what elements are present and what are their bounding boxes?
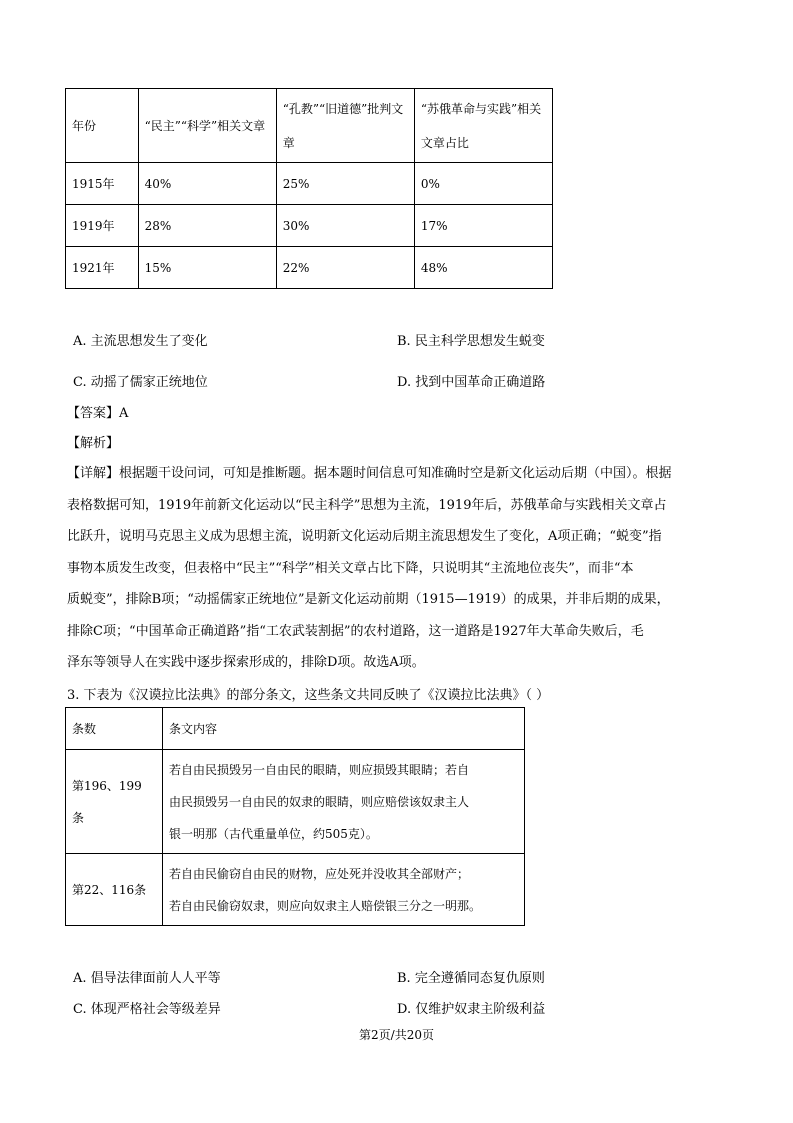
table-cell: 25% <box>276 163 414 205</box>
table-row <box>66 247 553 289</box>
option-b[interactable]: B. 完全遵循同态复仇原则 <box>397 971 545 986</box>
analysis-label: 【解析】 <box>67 436 120 451</box>
table-row <box>66 854 525 926</box>
question-stem: 3. 下表为《汉谟拉比法典》的部分条文，这些条文共同反映了《汉谟拉比法典》（ ） <box>67 688 550 703</box>
table-cell: 17% <box>414 205 552 247</box>
table-cell: 0% <box>414 163 552 205</box>
option-c[interactable]: C. 动摇了儒家正统地位 <box>73 375 208 390</box>
table-header-cell: 年份 <box>66 89 139 163</box>
detail-line: 泽东等领导人在实践中逐步探索形成的，排除D项。故选A项。 <box>67 655 425 670</box>
detail-line: 排除C项；“中国革命正确道路”指“工农武装割据”的农村道路，这一道路是1927年大革命失败后，毛 <box>67 624 644 639</box>
table-header-cell: “苏俄革命与实践”相关文章占比 <box>414 89 552 163</box>
option-d[interactable]: D. 仅维护奴隶主阶级利益 <box>397 1002 546 1017</box>
detail-line: 【详解】根据题干设问词，可知是推断题。据本题时间信息可知准确时空是新文化运动后期（中国）。根据 <box>67 466 672 481</box>
table-cell: 第22、116条 <box>66 854 163 926</box>
table-header-cell: “民主”“科学”相关文章 <box>138 89 276 163</box>
option-c[interactable]: C. 体现严格社会等级差异 <box>73 1002 221 1017</box>
table-row <box>66 750 525 854</box>
table-cell: 1915年 <box>66 163 139 205</box>
table-header-row <box>66 708 525 750</box>
page-number: 第2页/共20页 <box>359 1028 434 1042</box>
table-row <box>66 205 553 247</box>
table-header-cell: 条文内容 <box>163 708 525 750</box>
detail-line: 质蜕变”，排除B项；“动摇儒家正统地位”是新文化运动前期（1915—1919）的成果，并非后期的成果， <box>67 592 670 607</box>
table-cell: 1919年 <box>66 205 139 247</box>
table-row <box>66 163 553 205</box>
detail-line: 比跃升，说明马克思主义成为思想主流，说明新文化运动后期主流思想发生了变化，A项正确；“蜕变”指 <box>67 529 662 544</box>
table-cell: 第196、199 条 <box>66 750 163 854</box>
detail-line: 事物本质发生改变，但表格中“民主”“科学”相关文章占比下降，只说明其“主流地位丧失”，而非“本 <box>67 561 634 576</box>
table-cell: 22% <box>276 247 414 289</box>
table-cell: 1921年 <box>66 247 139 289</box>
table-cell: 48% <box>414 247 552 289</box>
option-a[interactable]: A. 倡导法律面前人人平等 <box>73 971 221 986</box>
table-cell: 28% <box>138 205 276 247</box>
table-header-row <box>66 89 553 163</box>
data-table <box>65 88 553 289</box>
option-b[interactable]: B. 民主科学思想发生蜕变 <box>397 334 545 349</box>
table-header-cell: “孔教”“旧道德”批判文章 <box>276 89 414 163</box>
table-cell: 若自由民损毁另一自由民的眼睛，则应损毁其眼睛；若自 由民损毁另一自由民的奴隶的眼睛，则应赔偿该奴隶主人 银一明那（古代重量单位，约505克）。 <box>163 750 525 854</box>
option-a[interactable]: A. 主流思想发生了变化 <box>73 334 208 349</box>
table-cell: 15% <box>138 247 276 289</box>
option-d[interactable]: D. 找到中国革命正确道路 <box>397 375 546 390</box>
table-cell: 40% <box>138 163 276 205</box>
detail-line: 表格数据可知，1919年前新文化运动以“民主科学”思想为主流，1919年后，苏俄革命与实践相关文章占 <box>67 498 667 513</box>
table-cell: 30% <box>276 205 414 247</box>
law-table <box>65 707 525 926</box>
answer-label: 【答案】A <box>67 406 129 421</box>
table-cell: 若自由民偷窃自由民的财物，应处死并没收其全部财产； 若自由民偷窃奴隶，则应向奴隶主人赔偿银三分之一明那。 <box>163 854 525 926</box>
table-header-cell: 条数 <box>66 708 163 750</box>
